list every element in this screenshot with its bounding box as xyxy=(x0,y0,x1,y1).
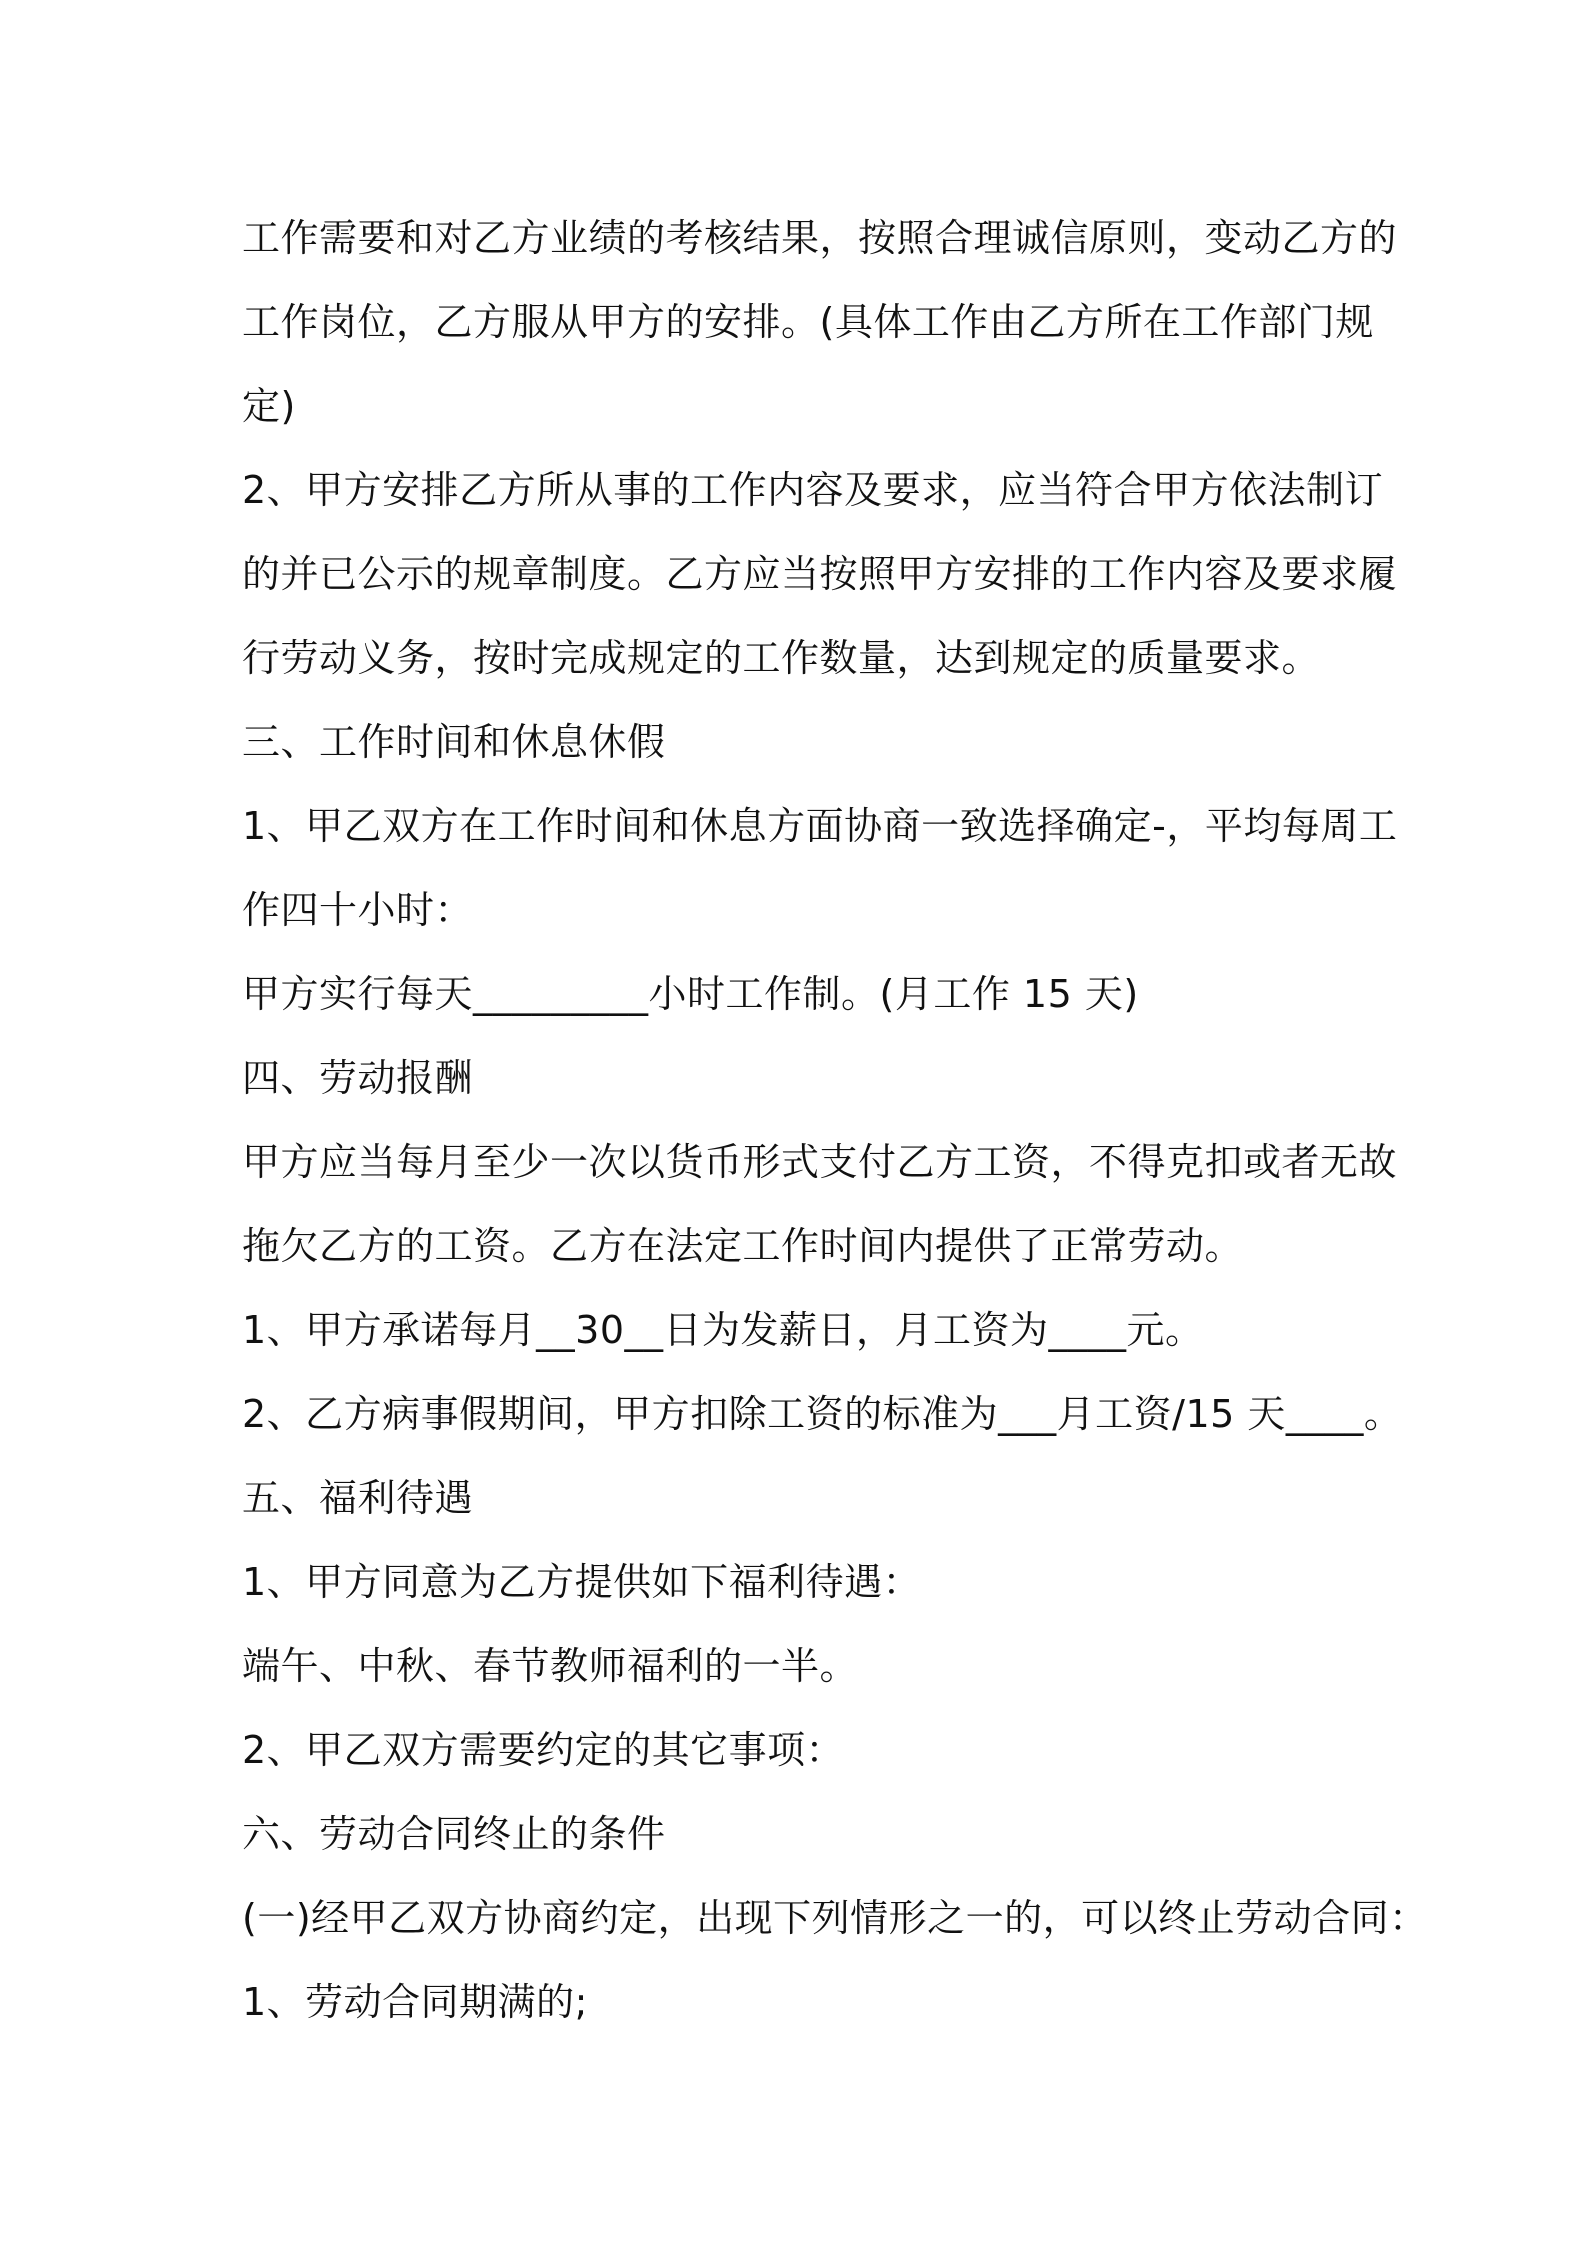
text-line: 1、甲方承诺每月__30__日为发薪日，月工资为____元。 xyxy=(242,1308,1204,1352)
text-line: 端午、中秋、春节教师福利的一半。 xyxy=(242,1644,859,1688)
document-body xyxy=(242,196,1428,2044)
text-line: 甲方实行每天_________小时工作制。(月工作 15 天) xyxy=(242,972,1139,1016)
text-line: 行劳动义务，按时完成规定的工作数量，达到规定的质量要求。 xyxy=(242,636,1321,680)
text-line: (一)经甲乙双方协商约定，出现下列情形之一的，可以终止劳动合同： xyxy=(242,1896,1428,1940)
section-heading: 四、劳动报酬 xyxy=(242,1056,474,1100)
text-line: 1、劳动合同期满的; xyxy=(242,1980,588,2024)
text-line: 1、甲乙双方在工作时间和休息方面协商一致选择确定-，平均每周工 xyxy=(242,804,1398,848)
text-line: 2、甲方安排乙方所从事的工作内容及要求，应当符合甲方依法制订 xyxy=(242,468,1384,512)
text-line: 2、乙方病事假期间，甲方扣除工资的标准为___月工资/15 天____。 xyxy=(242,1392,1403,1436)
text-line: 作四十小时： xyxy=(242,888,474,932)
text-line: 工作岗位，乙方服从甲方的安排。(具体工作由乙方所在工作部门规 xyxy=(242,300,1374,344)
section-heading: 五、福利待遇 xyxy=(242,1476,474,1520)
section-heading: 六、劳动合同终止的条件 xyxy=(242,1812,666,1856)
section-heading: 三、工作时间和休息休假 xyxy=(242,720,666,764)
text-line: 甲方应当每月至少一次以货币形式支付乙方工资，不得克扣或者无故 xyxy=(242,1140,1398,1184)
text-line: 1、甲方同意为乙方提供如下福利待遇： xyxy=(242,1560,922,1604)
text-line: 拖欠乙方的工资。乙方在法定工作时间内提供了正常劳动。 xyxy=(242,1224,1244,1268)
text-line: 的并已公示的规章制度。乙方应当按照甲方安排的工作内容及要求履 xyxy=(242,552,1398,596)
text-line: 定) xyxy=(242,384,296,428)
text-line: 工作需要和对乙方业绩的考核结果，按照合理诚信原则，变动乙方的 xyxy=(242,216,1398,260)
text-line: 2、甲乙双方需要约定的其它事项： xyxy=(242,1728,845,1772)
